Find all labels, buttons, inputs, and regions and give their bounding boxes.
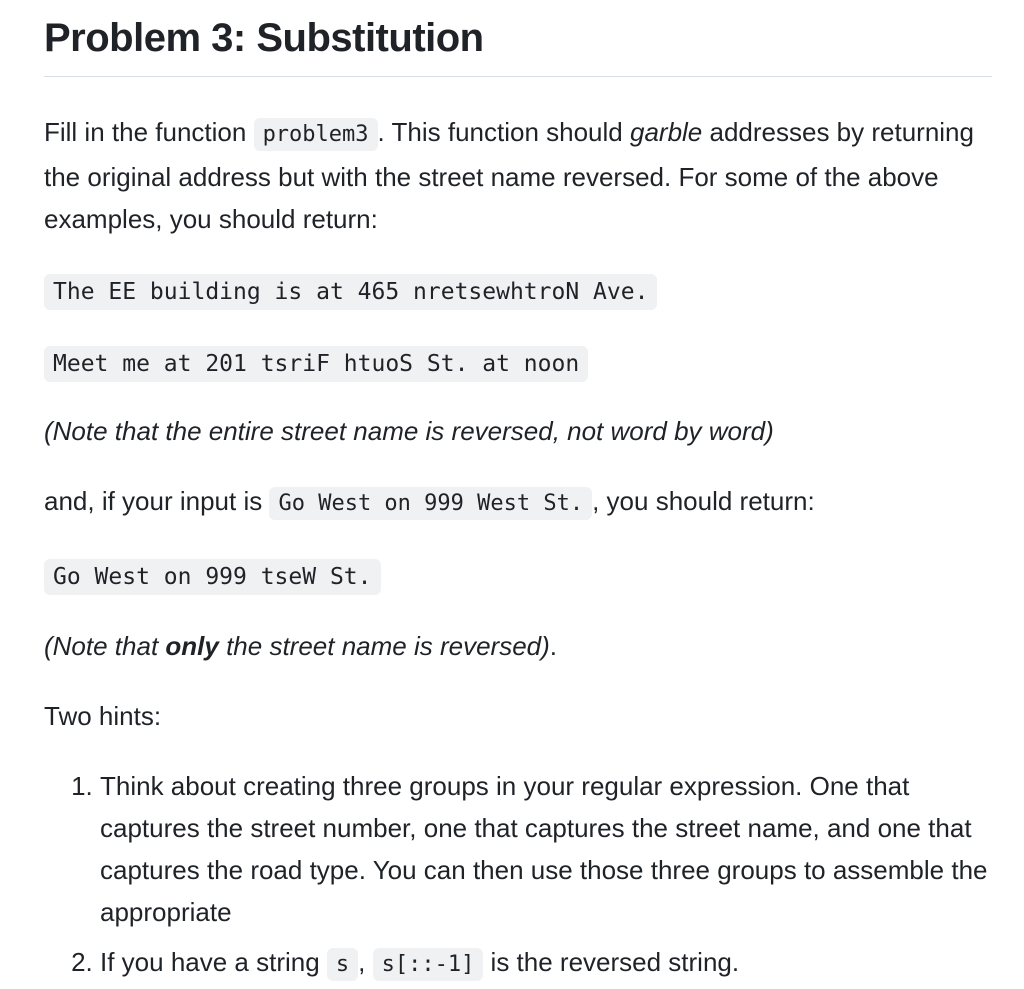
inline-code-s: s bbox=[327, 948, 358, 981]
page-title: Problem 3: Substitution bbox=[44, 14, 992, 77]
hint-item-2 bbox=[100, 941, 992, 986]
intro-text-1: Fill in the function bbox=[44, 117, 254, 147]
example-output-3 bbox=[44, 555, 992, 597]
hints-label: Two hints: bbox=[44, 701, 162, 731]
input-text-2: , you should return: bbox=[592, 486, 815, 516]
input-text-1: and, if your input is bbox=[44, 486, 270, 516]
code-example-1: The EE building is at 465 nretsewhtroN Ave. bbox=[44, 274, 657, 310]
intro-paragraph bbox=[44, 111, 992, 240]
intro-text-3: addresses by returning the original address but with the street name reversed. For some of the above examples, you should return: bbox=[44, 117, 974, 234]
hint-1-text: Think about creating three groups in your regular expression. One that captures the street number, one that captures the street name, and one that captures the road type. You can then use those three groups to assemble the appropriate bbox=[100, 771, 988, 927]
hints-list bbox=[44, 765, 992, 986]
example-output-1 bbox=[44, 270, 992, 312]
inline-code-problem3: problem3 bbox=[254, 118, 378, 151]
example-output-2 bbox=[44, 342, 992, 384]
emphasis-garble: garble bbox=[629, 117, 703, 147]
hint-2-text-1: If you have a string bbox=[100, 947, 327, 977]
inline-code-input: Go West on 999 West St. bbox=[269, 487, 592, 520]
note-street-reversed: (Note that the entire street name is reversed, not word by word) bbox=[44, 416, 774, 446]
bold-only: only bbox=[165, 631, 219, 661]
hint-item-1 bbox=[100, 765, 992, 933]
hint-2-text-2: , bbox=[358, 947, 373, 977]
code-example-3: Go West on 999 tseW St. bbox=[44, 559, 381, 595]
note-only-emphasis bbox=[44, 631, 550, 661]
note2-text-1: (Note that bbox=[44, 631, 166, 661]
note2-text-2: the street name is reversed) bbox=[218, 631, 550, 661]
document bbox=[44, 0, 992, 986]
inline-code-reverse-slice: s[::-1] bbox=[373, 948, 484, 981]
intro-text-2: . This function should bbox=[377, 117, 630, 147]
note2-period: . bbox=[549, 631, 558, 661]
input-example-paragraph bbox=[44, 480, 992, 525]
note-only-street bbox=[44, 625, 992, 667]
code-example-2: Meet me at 201 tsriF htuoS St. at noon bbox=[44, 346, 588, 382]
hint-2-text-3: is the reversed string. bbox=[483, 947, 740, 977]
